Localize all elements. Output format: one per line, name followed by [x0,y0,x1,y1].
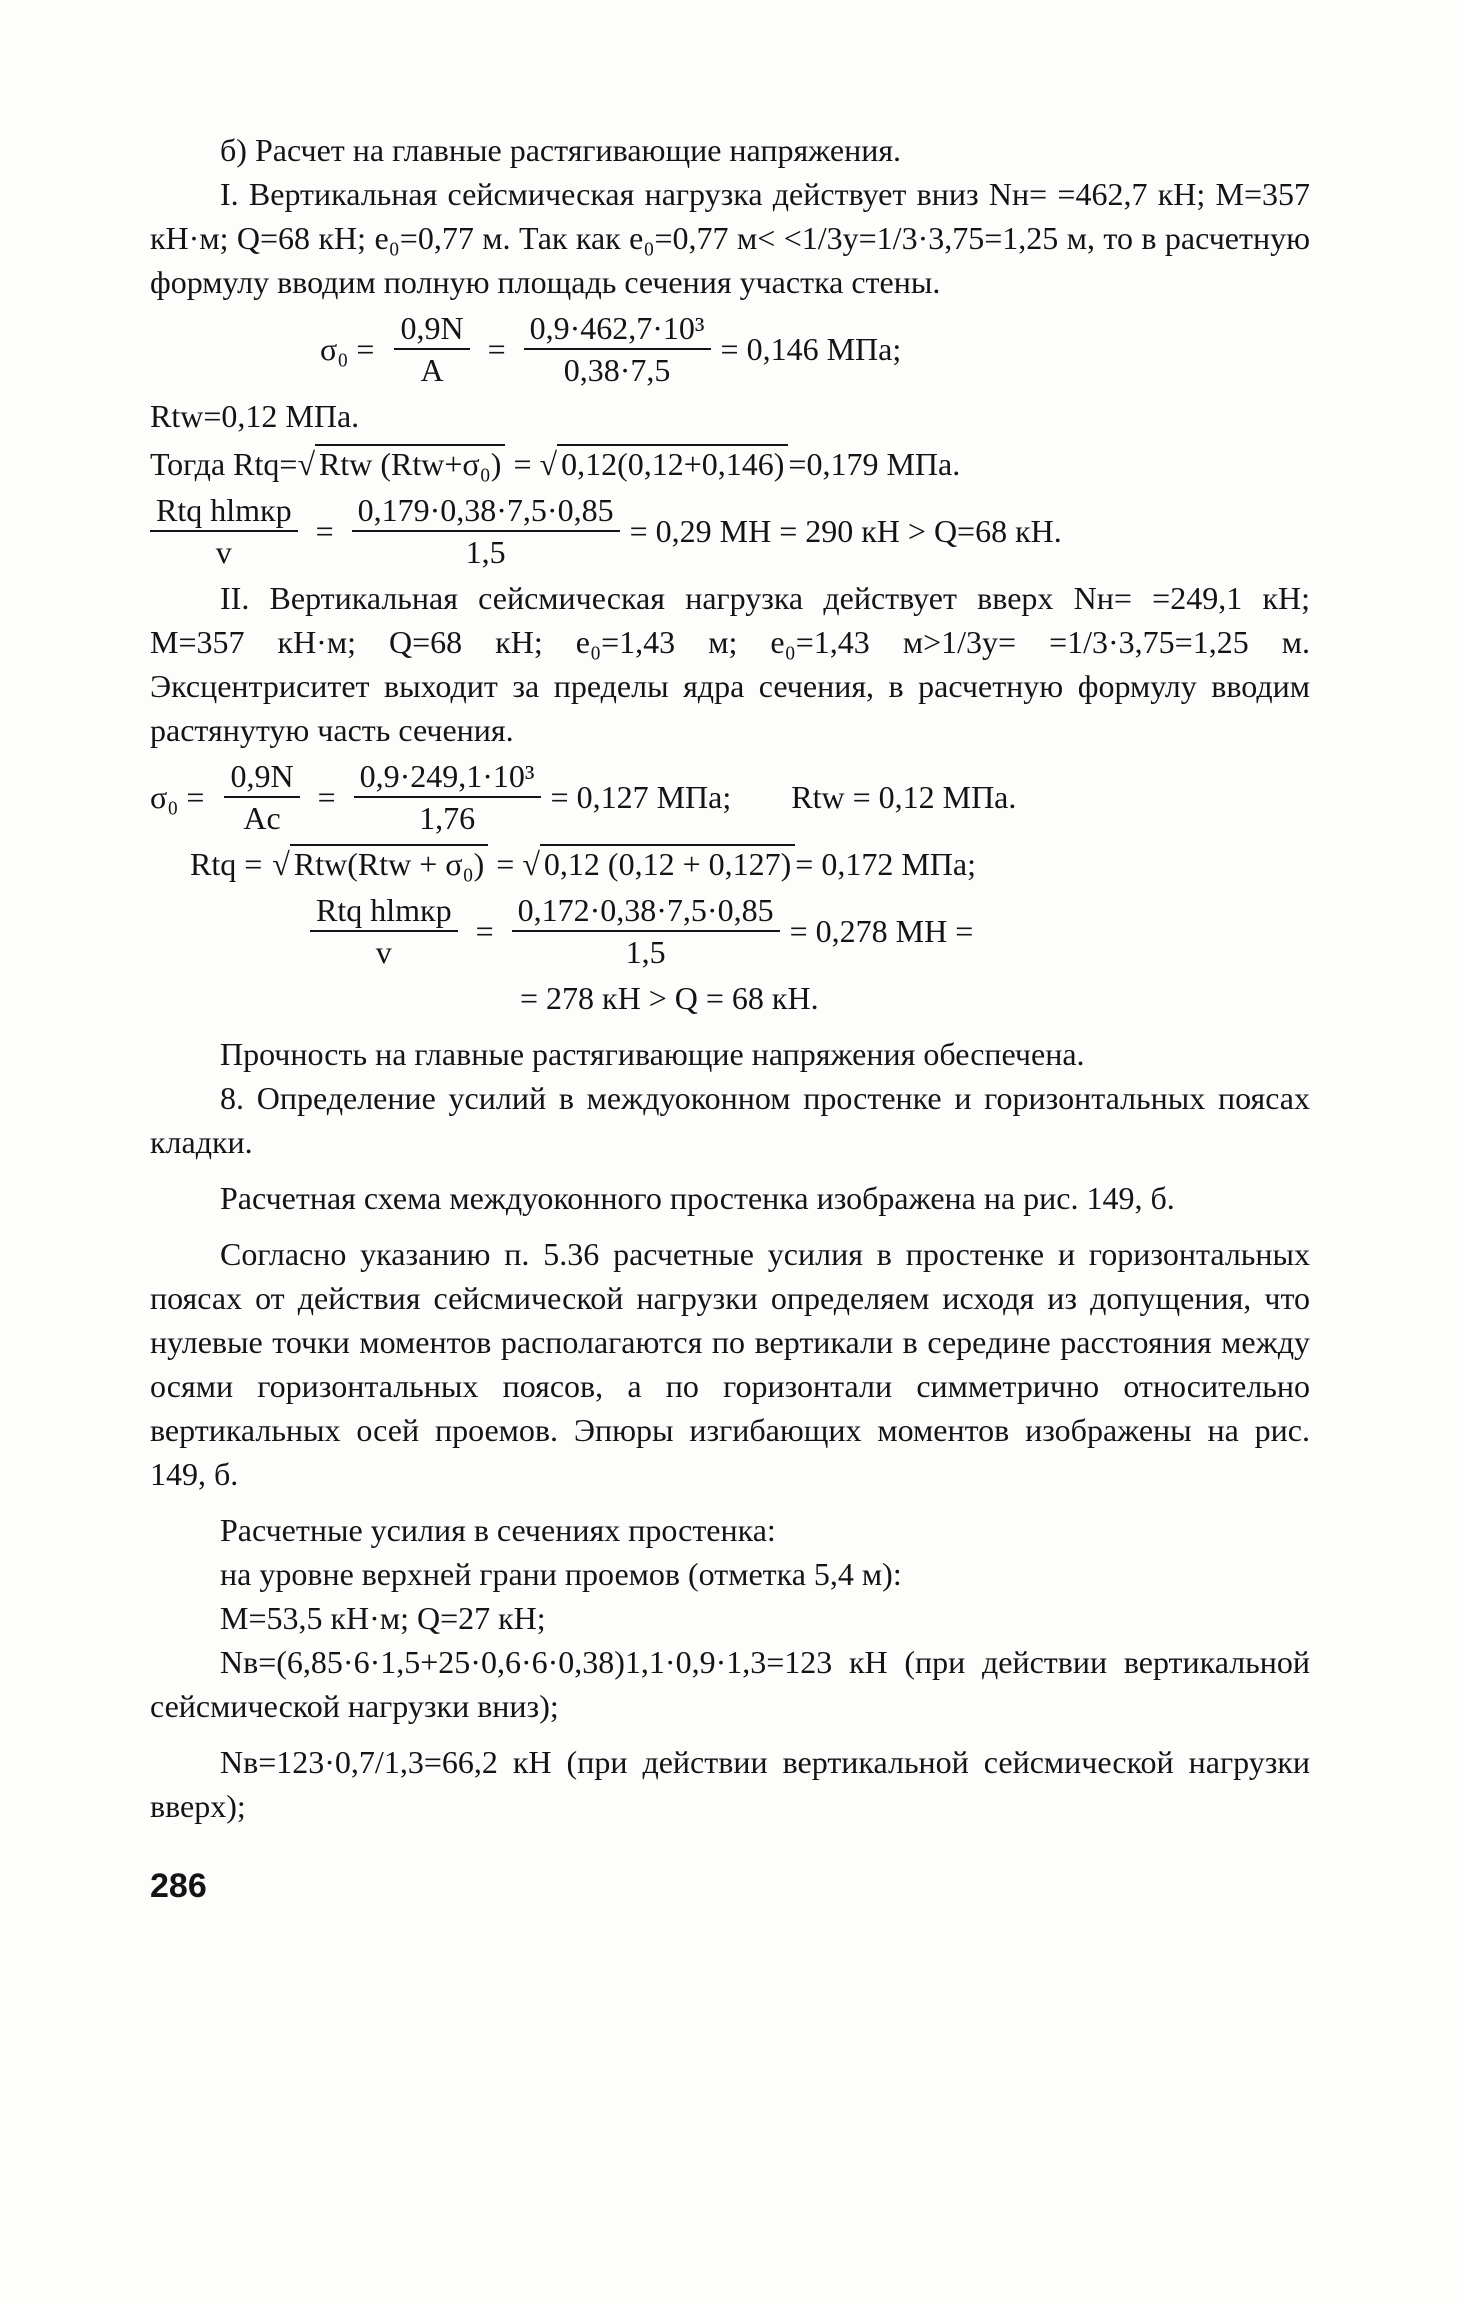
paragraph-assumption: Согласно указанию п. 5.36 расчетные усилия в простенке и горизонтальных поясах от действия сейсмической нагрузки определяем исходя из допущения, что нулевые точки моментов располагаются по вертикали в середине расстояния между осями горизонтальных поясов, а по горизонтали симметрично относительно вертикальных осей проемов. Эпюры изгибающих моментов изображены на рис. 149, б. [150,1236,1310,1492]
page-number: 286 [150,1867,207,1905]
section-heading: б) Расчет на главные растягивающие напряжения. [220,132,902,168]
eq-rhs: = 0,278 МН = [789,913,974,949]
sqrt-expression: √ Rtw (Rtw+σ₀) [297,442,505,486]
equation-sigma0-case2 [150,756,1310,838]
denominator: A [420,352,444,388]
equals-sign: = [475,913,494,949]
equals-sign: = [513,446,532,482]
rtw-value: Rtw=0,12 МПа. [150,398,360,434]
fraction [310,890,458,972]
denominator: v [375,934,392,970]
eq-lhs: σ₀ = [150,779,205,815]
equals-sign: = [317,779,336,815]
fraction [224,756,299,838]
numerator: 0,179·0,38·7,5·0,85 [352,490,620,532]
fraction [352,490,620,572]
paragraph-case-1: I. Вертикальная сейсмическая нагрузка действует вниз Nн= =462,7 кН; M=357 кН·м; Q=68 кН; e₀=0,77 м. Так как e₀=0,77 м< <1/3y=1/3·3,75=1,25 м, то в расчетную формулу вводим полную площадь сечения участка стены. [150,176,1310,300]
numerator: 0,9·249,1·10³ [354,756,541,798]
fraction [524,308,711,390]
equation-strength-case2 [300,890,1310,972]
denominator: 0,38·7,5 [563,352,671,388]
sqrt-expression: √ 0,12 (0,12 + 0,127) [522,842,795,886]
numerator: Rtq hlmкр [150,490,298,532]
section-8-heading: 8. Определение усилий в междуоконном простенке и горизонтальных поясах кладки. [150,1080,1310,1160]
fraction [354,756,541,838]
conclusion: Прочность на главные растягивающие напряжения обеспечена. [220,1036,1085,1072]
eq-rhs: = 0,29 МН = 290 кН > Q=68 кН. [629,513,1062,549]
numerator: 0,9N [394,308,469,350]
denominator: 1,5 [625,934,666,970]
paragraph-scheme: Расчетная схема междуоконного простенка изображена на рис. 149, б. [220,1180,1175,1216]
eq-lhs: Тогда Rtq= [150,446,298,482]
equation-rtq-case2 [190,842,1310,886]
fraction [512,890,780,972]
forces-heading: Расчетные усилия в сечениях простенка: [220,1512,776,1548]
fraction [150,490,298,572]
eq-rhs: =0,179 МПа. [788,446,961,482]
denominator: v [215,534,232,570]
radicand: 0,12 (0,12 + 0,127) [540,844,795,882]
radicand: Rtw(Rtw + σ₀) [290,844,488,882]
eq-lhs: Rtq = [190,846,263,882]
eq-rhs: = 0,146 МПа; [720,331,902,367]
equals-sign: = [315,513,334,549]
document-page [150,128,1310,1908]
fraction [394,308,469,390]
numerator: 0,172·0,38·7,5·0,85 [512,890,780,932]
numerator: 0,9N [224,756,299,798]
equals-sign: = [487,331,506,367]
radicand: 0,12(0,12+0,146) [557,444,788,482]
axial-force-down: Nв=(6,85·6·1,5+25·0,6·6·0,38)1,1·0,9·1,3=123 кН (при действии вертикальной сейсмической нагрузки вниз); [150,1644,1310,1724]
eq-rhs: = 0,127 МПа; [550,779,732,815]
denominator: 1,76 [419,800,476,836]
sqrt-expression: √ Rtw(Rtw + σ₀) [272,842,488,886]
equation-sigma0-case1 [320,308,1310,390]
numerator: Rtq hlmкр [310,890,458,932]
moment-shear: M=53,5 кН·м; Q=27 кН; [220,1600,546,1636]
equation-continuation: = 278 кН > Q = 68 кН. [520,980,819,1016]
axial-force-up: Nв=123·0,7/1,3=66,2 кН (при действии вертикальной сейсмической нагрузки вверх); [150,1744,1310,1824]
eq-lhs: σ₀ = [320,331,375,367]
radicand: Rtw (Rtw+σ₀) [315,444,505,482]
numerator: 0,9·462,7·10³ [524,308,711,350]
forces-level: на уровне верхней грани проемов (отметка 5,4 м): [220,1556,902,1592]
paragraph-case-2: II. Вертикальная сейсмическая нагрузка действует вверх Nн= =249,1 кН; M=357 кН·м; Q=68 кН; e₀=1,43 м; e₀=1,43 м>1/3y= =1/3·3,75=1,25 м. Эксцентриситет выходит за пределы ядра сечения, в расчетную формулу вводим растянутую часть сечения. [150,580,1311,748]
eq-extra: Rtw = 0,12 МПа. [791,779,1017,815]
denominator: 1,5 [465,534,506,570]
denominator: Ac [243,800,281,836]
equals-sign: = [496,846,515,882]
equation-rtq-case1 [150,442,1310,486]
eq-rhs: = 0,172 МПа; [795,846,976,882]
equation-strength-case1 [150,490,1310,572]
sqrt-expression: √ 0,12(0,12+0,146) [540,442,789,486]
